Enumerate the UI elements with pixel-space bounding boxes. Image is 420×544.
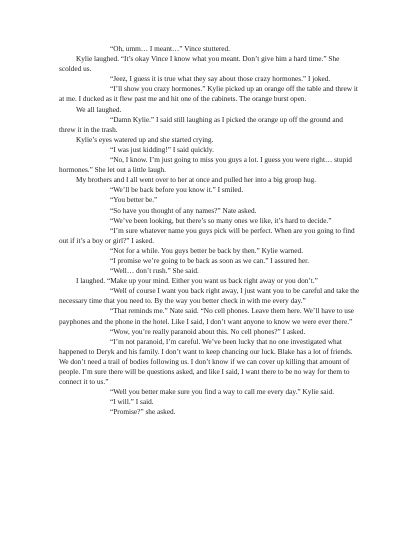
paragraph: “Well… don’t rush.” She said. — [110, 266, 199, 276]
paragraph: “Promise?” she asked. — [110, 407, 176, 417]
paragraph: “That reminds me.” Nate said. “No cell phones. Leave them here. We’ll have to use payphones and the phone in the hotel. Like I said, I don’t want anyone to know we were ever there.” — [59, 306, 355, 326]
paragraph: “Wow, you’re really paranoid about this. No cell phones?” I asked. — [110, 326, 306, 336]
paragraph: “Well of course I want you back right away, I just want you to be careful and take the necessary time that you need to. By the way you better check in with me every day.” — [59, 286, 360, 306]
paragraph: “Jeez, I guess it is true what they say about those crazy hormones.” I joked. — [110, 74, 331, 84]
paragraph: We all laughed. — [76, 104, 122, 114]
paragraph: “I’ll show you crazy hormones.” Kylie picked up an orange off the table and threw it at me. I ducked as it flew past me and hit one of the cabinets. The orange burst open. — [59, 84, 358, 104]
paragraph: “No, I know. I’m just going to miss you guys a lot. I guess you were right… stupid hormones.” She let out a little laugh. — [59, 155, 352, 175]
paragraph: “You better be.” — [110, 195, 158, 205]
paragraph: “We’ve been looking, but there’s so many ones we like, it’s hard to decide.” — [110, 215, 332, 225]
paragraph: “I’m not paranoid, I’m careful. We’ve been lucky that no one investigated what happened to Deryk and his family. I don’t want to keep chancing our luck. Blake has a lot of friends. We don’t need a trail of bodies following us. I don’t know if we can cover up killing that amount of people. I’m sure there will be questions asked, and like I said, I want there to be no way for them to connect it to us.” — [59, 336, 353, 387]
paragraph: “Oh, umm… I meant…” Vince stuttered. — [110, 44, 230, 53]
paragraph: “I will.” I said. — [110, 397, 154, 407]
paragraph: Kylie laughed. “It’s okay Vince I know what you meant. Don’t give him a hard time.” She scolded us. — [59, 54, 340, 74]
paragraph: My brothers and I all went over to her at once and pulled her into a big group hug. — [76, 175, 317, 185]
paragraph: “Damn Kylie.” I said still laughing as I picked the orange up off the ground and threw it in the trash. — [59, 114, 343, 134]
paragraph: I laughed. “Make up your mind. Either you want us back right away or you don’t.” — [76, 276, 318, 286]
paragraph: “I was just kidding!” I said quickly. — [110, 144, 214, 154]
paragraph: “I promise we’re going to be back as soon as we can.” I assured her. — [110, 255, 309, 265]
paragraph: “We’ll be back before you know it.” I smiled. — [110, 185, 244, 195]
paragraph: “Not for a while. You guys better be back by then.” Kylie warned. — [110, 245, 303, 255]
paragraph: “Well you better make sure you find a way to call me every day.” Kylie said. — [110, 387, 335, 397]
paragraph: Kylie’s eyes watered up and she started crying. — [76, 134, 214, 144]
paragraph: “I’m sure whatever name you guys pick will be perfect. When are you going to find out if it’s a boy or girl?” I asked. — [59, 225, 355, 245]
paragraph: “So have you thought of any names?” Nate asked. — [110, 205, 257, 215]
